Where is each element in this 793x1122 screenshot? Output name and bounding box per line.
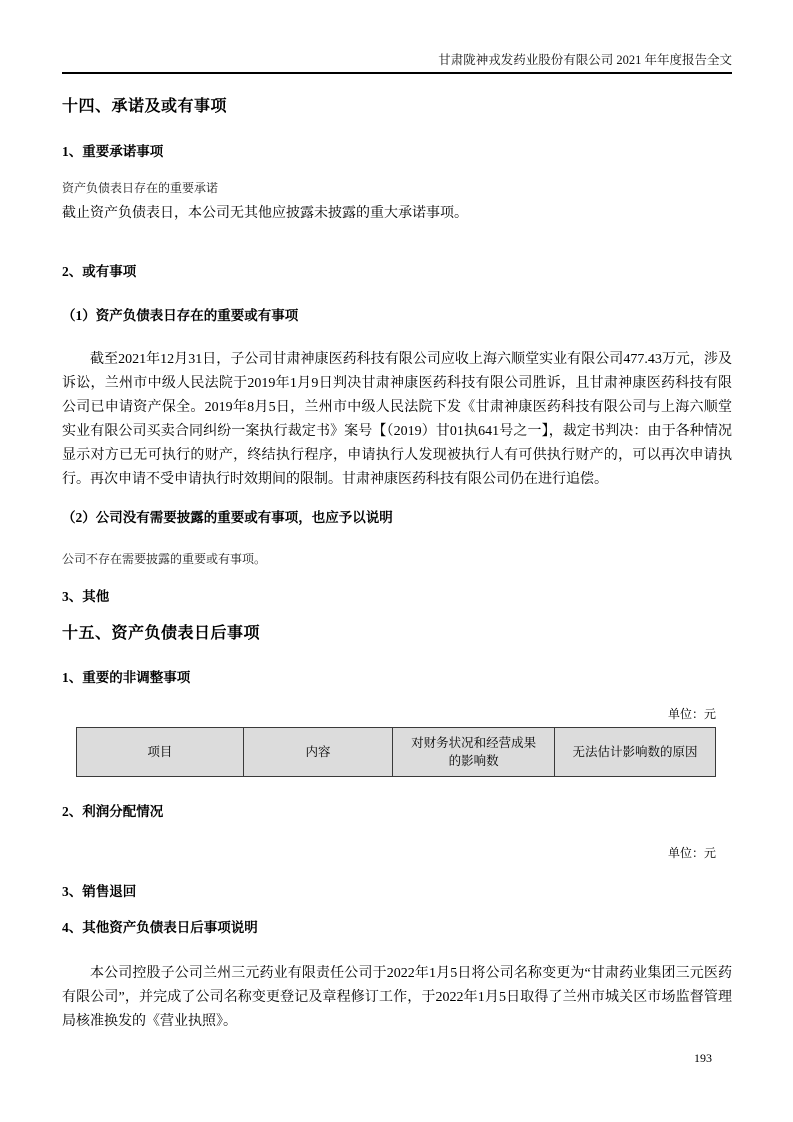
contingency-item1-title: （1）资产负债表日存在的重要或有事项 [62,308,299,323]
table-col-content: 内容 [243,728,393,777]
contingency-item2-body: 公司不存在需要披露的重要或有事项。 [62,552,267,566]
page-number: 193 [694,1051,712,1065]
page-header [62,0,732,74]
commitments-statement: 截止资产负债表日，本公司无其他应披露未披露的重大承诺事项。 [62,206,468,221]
non-adjusting-events-table [76,727,716,777]
section-14-title: 十四、承诺及或有事项 [62,98,228,115]
name-change-statement: 本公司控股子公司兰州三元药业有限责任公司于2022年1月5日将公司名称变更为“甘肃药业集团三元医药有限公司”，并完成了公司名称变更登记及章程修订工作，于2022年1月5日取得了兰州市城关区市场监督管理局核准换发的《营业执照》。 [62,966,732,1029]
contingency-item1-body: 截至2021年12月31日，子公司甘肃神康医药科技有限公司应收上海六顺堂实业有限公司477.43万元，涉及诉讼，兰州市中级人民法院于2019年1月9日判决甘肃神康医药科技有限公司胜诉，且甘肃神康医药科技有限公司已申请资产保全。2019年8月5日，兰州市中级人民法院下发《甘肃神康医药科技有限公司与上海六顺堂实业有限公司买卖合同纠纷一案执行裁定书》案号【（2019）甘01执641号之一】，裁定书判决：由于各种情况显示对方已无可执行的财产，终结执行程序，申请执行人发现被执行人有可供执行财产的，可以再次申请执行。再次申请不受申请执行时效期间的限制。甘肃神康医药科技有限公司仍在进行追偿。 [62,352,732,487]
section-15-sub3-title: 3、销售退回 [62,884,137,899]
section-15-sub2-title: 2、利润分配情况 [62,804,164,819]
table-col-reason: 无法估计影响数的原因 [554,728,715,777]
section-15-sub1-title: 1、重要的非调整事项 [62,670,191,685]
table-header-row [77,728,716,777]
table-col-impact: 对财务状况和经营成果的影响数 [393,728,555,777]
page-content [62,96,732,1034]
section-14-sub3-title: 3、其他 [62,589,110,604]
unit-label-2: 单位：元 [667,846,716,860]
table-col-item: 项目 [77,728,244,777]
report-header-title: 甘肃陇神戎发药业股份有限公司 2021 年年度报告全文 [438,53,732,67]
section-15-sub4-title: 4、其他资产负债表日后事项说明 [62,920,258,935]
unit-label-1: 单位：元 [667,707,716,721]
balance-sheet-commitments-note: 资产负债表日存在的重要承诺 [62,181,219,195]
section-15-title: 十五、资产负债表日后事项 [62,625,261,642]
section-14-sub2-title: 2、或有事项 [62,264,137,279]
contingency-item2-title: （2）公司没有需要披露的重要或有事项，也应予以说明 [62,510,393,525]
section-14-sub1-title: 1、重要承诺事项 [62,144,164,159]
